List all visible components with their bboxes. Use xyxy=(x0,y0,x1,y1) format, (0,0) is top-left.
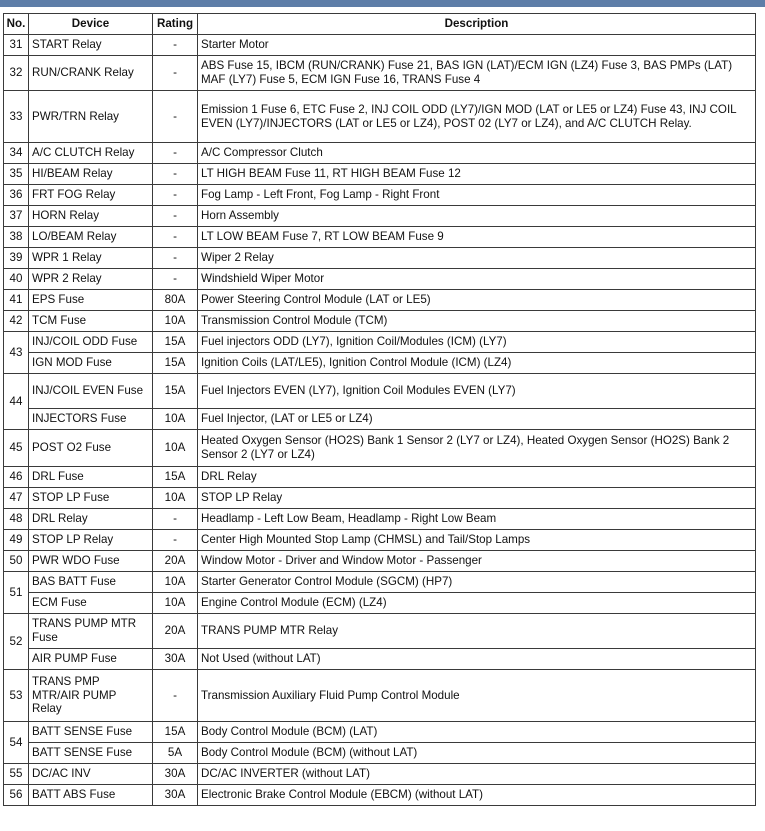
table-row xyxy=(4,248,756,269)
rating-cell: 5A xyxy=(153,743,198,764)
rating-cell: - xyxy=(153,35,198,56)
device-cell: DRL Relay xyxy=(29,509,153,530)
table-row xyxy=(4,743,756,764)
row-number: 55 xyxy=(4,764,29,785)
device-cell: EPS Fuse xyxy=(29,290,153,311)
device-cell: PWR/TRN Relay xyxy=(29,91,153,143)
row-number: 48 xyxy=(4,509,29,530)
description-cell: Transmission Control Module (TCM) xyxy=(198,311,756,332)
device-cell: HORN Relay xyxy=(29,206,153,227)
description-cell: Engine Control Module (ECM) (LZ4) xyxy=(198,593,756,614)
rating-cell: 20A xyxy=(153,614,198,649)
rating-cell: 15A xyxy=(153,332,198,353)
description-cell: DRL Relay xyxy=(198,467,756,488)
device-cell: STOP LP Fuse xyxy=(29,488,153,509)
device-cell: TRANS PMP MTR/AIR PUMP Relay xyxy=(29,670,153,722)
device-cell: RUN/CRANK Relay xyxy=(29,56,153,91)
rating-cell: 10A xyxy=(153,488,198,509)
row-number: 36 xyxy=(4,185,29,206)
table-row xyxy=(4,91,756,143)
description-cell: Windshield Wiper Motor xyxy=(198,269,756,290)
device-cell: IGN MOD Fuse xyxy=(29,353,153,374)
device-cell: ECM Fuse xyxy=(29,593,153,614)
table-row xyxy=(4,269,756,290)
device-cell: BATT SENSE Fuse xyxy=(29,743,153,764)
rating-cell: - xyxy=(153,248,198,269)
description-cell: ABS Fuse 15, IBCM (RUN/CRANK) Fuse 21, BAS IGN (LAT)/ECM IGN (LZ4) Fuse 3, BAS PMPs (LAT) MAF (LY7) Fuse 5, ECM IGN Fuse 16, TRANS Fuse 4 xyxy=(198,56,756,91)
rating-cell: - xyxy=(153,91,198,143)
device-cell: TRANS PUMP MTR Fuse xyxy=(29,614,153,649)
row-number: 35 xyxy=(4,164,29,185)
rating-cell: 15A xyxy=(153,722,198,743)
device-cell: WPR 1 Relay xyxy=(29,248,153,269)
header-device: Device xyxy=(29,14,153,35)
device-cell: INJ/COIL ODD Fuse xyxy=(29,332,153,353)
table-row xyxy=(4,206,756,227)
rating-cell: 10A xyxy=(153,311,198,332)
description-cell: Electronic Brake Control Module (EBCM) (without LAT) xyxy=(198,785,756,806)
rating-cell: - xyxy=(153,164,198,185)
description-cell: Starter Motor xyxy=(198,35,756,56)
row-number: 43 xyxy=(4,332,29,374)
device-cell: STOP LP Relay xyxy=(29,530,153,551)
description-cell: Ignition Coils (LAT/LE5), Ignition Control Module (ICM) (LZ4) xyxy=(198,353,756,374)
document-page xyxy=(0,7,765,831)
description-cell: Headlamp - Left Low Beam, Headlamp - Right Low Beam xyxy=(198,509,756,530)
description-cell: Window Motor - Driver and Window Motor - Passenger xyxy=(198,551,756,572)
rating-cell: 30A xyxy=(153,649,198,670)
rating-cell: 20A xyxy=(153,551,198,572)
rating-cell: - xyxy=(153,530,198,551)
table-row xyxy=(4,509,756,530)
rating-cell: - xyxy=(153,143,198,164)
description-cell: Fuel Injectors EVEN (LY7), Ignition Coil Modules EVEN (LY7) xyxy=(198,374,756,409)
table-row xyxy=(4,311,756,332)
row-number: 34 xyxy=(4,143,29,164)
table-row xyxy=(4,290,756,311)
device-cell: TCM Fuse xyxy=(29,311,153,332)
rating-cell: 30A xyxy=(153,785,198,806)
header-no: No. xyxy=(4,14,29,35)
rating-cell: 15A xyxy=(153,467,198,488)
description-cell: Body Control Module (BCM) (without LAT) xyxy=(198,743,756,764)
rating-cell: - xyxy=(153,227,198,248)
table-row xyxy=(4,35,756,56)
description-cell: Fuel injectors ODD (LY7), Ignition Coil/Modules (ICM) (LY7) xyxy=(198,332,756,353)
table-row xyxy=(4,56,756,91)
table-row xyxy=(4,185,756,206)
device-cell: DRL Fuse xyxy=(29,467,153,488)
device-cell: INJECTORS Fuse xyxy=(29,409,153,430)
row-number: 32 xyxy=(4,56,29,91)
rating-cell: - xyxy=(153,185,198,206)
window-top-bar xyxy=(0,0,765,7)
device-cell: LO/BEAM Relay xyxy=(29,227,153,248)
row-number: 54 xyxy=(4,722,29,764)
table-row xyxy=(4,488,756,509)
description-cell: LT HIGH BEAM Fuse 11, RT HIGH BEAM Fuse 12 xyxy=(198,164,756,185)
rating-cell: 10A xyxy=(153,572,198,593)
device-cell: WPR 2 Relay xyxy=(29,269,153,290)
row-number: 52 xyxy=(4,614,29,670)
rating-cell: 10A xyxy=(153,593,198,614)
row-number: 39 xyxy=(4,248,29,269)
table-row xyxy=(4,572,756,593)
table-row xyxy=(4,785,756,806)
description-cell: Center High Mounted Stop Lamp (CHMSL) and Tail/Stop Lamps xyxy=(198,530,756,551)
table-row xyxy=(4,670,756,722)
header-rating: Rating xyxy=(153,14,198,35)
description-cell: Heated Oxygen Sensor (HO2S) Bank 1 Sensor 2 (LY7 or LZ4), Heated Oxygen Sensor (HO2S) Bank 2 Sensor 2 (LY7 or LZ4) xyxy=(198,430,756,467)
table-row xyxy=(4,649,756,670)
rating-cell: 10A xyxy=(153,409,198,430)
row-number: 51 xyxy=(4,572,29,614)
device-cell: DC/AC INV xyxy=(29,764,153,785)
device-cell: FRT FOG Relay xyxy=(29,185,153,206)
description-cell: Power Steering Control Module (LAT or LE5) xyxy=(198,290,756,311)
table-row xyxy=(4,530,756,551)
table-row xyxy=(4,332,756,353)
row-number: 56 xyxy=(4,785,29,806)
description-cell: Body Control Module (BCM) (LAT) xyxy=(198,722,756,743)
device-cell: HI/BEAM Relay xyxy=(29,164,153,185)
rating-cell: - xyxy=(153,206,198,227)
table-row xyxy=(4,227,756,248)
row-number: 42 xyxy=(4,311,29,332)
device-cell: BAS BATT Fuse xyxy=(29,572,153,593)
row-number: 40 xyxy=(4,269,29,290)
table-row xyxy=(4,764,756,785)
device-cell: POST O2 Fuse xyxy=(29,430,153,467)
description-cell: Starter Generator Control Module (SGCM) (HP7) xyxy=(198,572,756,593)
table-row xyxy=(4,353,756,374)
row-number: 47 xyxy=(4,488,29,509)
rating-cell: 80A xyxy=(153,290,198,311)
table-row xyxy=(4,551,756,572)
header-description: Description xyxy=(198,14,756,35)
device-cell: INJ/COIL EVEN Fuse xyxy=(29,374,153,409)
row-number: 38 xyxy=(4,227,29,248)
table-row xyxy=(4,164,756,185)
table-row xyxy=(4,593,756,614)
description-cell: DC/AC INVERTER (without LAT) xyxy=(198,764,756,785)
description-cell: Fuel Injector, (LAT or LE5 or LZ4) xyxy=(198,409,756,430)
device-cell: BATT ABS Fuse xyxy=(29,785,153,806)
description-cell: TRANS PUMP MTR Relay xyxy=(198,614,756,649)
rating-cell: - xyxy=(153,670,198,722)
description-cell: Fog Lamp - Left Front, Fog Lamp - Right Front xyxy=(198,185,756,206)
rating-cell: 15A xyxy=(153,374,198,409)
description-cell: Wiper 2 Relay xyxy=(198,248,756,269)
table-row xyxy=(4,374,756,409)
fuse-relay-table xyxy=(3,13,756,806)
description-cell: Horn Assembly xyxy=(198,206,756,227)
row-number: 33 xyxy=(4,91,29,143)
row-number: 45 xyxy=(4,430,29,467)
row-number: 41 xyxy=(4,290,29,311)
device-cell: A/C CLUTCH Relay xyxy=(29,143,153,164)
rating-cell: 10A xyxy=(153,430,198,467)
table-row xyxy=(4,409,756,430)
rating-cell: 30A xyxy=(153,764,198,785)
device-cell: BATT SENSE Fuse xyxy=(29,722,153,743)
row-number: 37 xyxy=(4,206,29,227)
rating-cell: - xyxy=(153,269,198,290)
row-number: 31 xyxy=(4,35,29,56)
table-row xyxy=(4,722,756,743)
rating-cell: - xyxy=(153,56,198,91)
device-cell: PWR WDO Fuse xyxy=(29,551,153,572)
row-number: 49 xyxy=(4,530,29,551)
description-cell: Not Used (without LAT) xyxy=(198,649,756,670)
device-cell: START Relay xyxy=(29,35,153,56)
rating-cell: 15A xyxy=(153,353,198,374)
description-cell: LT LOW BEAM Fuse 7, RT LOW BEAM Fuse 9 xyxy=(198,227,756,248)
table-row xyxy=(4,143,756,164)
description-cell: Emission 1 Fuse 6, ETC Fuse 2, INJ COIL ODD (LY7)/IGN MOD (LAT or LE5 or LZ4) Fuse 43, INJ COIL EVEN (LY7)/INJECTORS (LAT or LE5 or LZ4), POST 02 (LY7 or LZ4), and A/C CLUTCH Relay. xyxy=(198,91,756,143)
row-number: 46 xyxy=(4,467,29,488)
rating-cell: - xyxy=(153,509,198,530)
table-row xyxy=(4,467,756,488)
description-cell: A/C Compressor Clutch xyxy=(198,143,756,164)
table-row xyxy=(4,614,756,649)
device-cell: AIR PUMP Fuse xyxy=(29,649,153,670)
description-cell: Transmission Auxiliary Fluid Pump Control Module xyxy=(198,670,756,722)
row-number: 53 xyxy=(4,670,29,722)
row-number: 50 xyxy=(4,551,29,572)
description-cell: STOP LP Relay xyxy=(198,488,756,509)
table-row xyxy=(4,430,756,467)
table-header-row xyxy=(4,14,756,35)
row-number: 44 xyxy=(4,374,29,430)
